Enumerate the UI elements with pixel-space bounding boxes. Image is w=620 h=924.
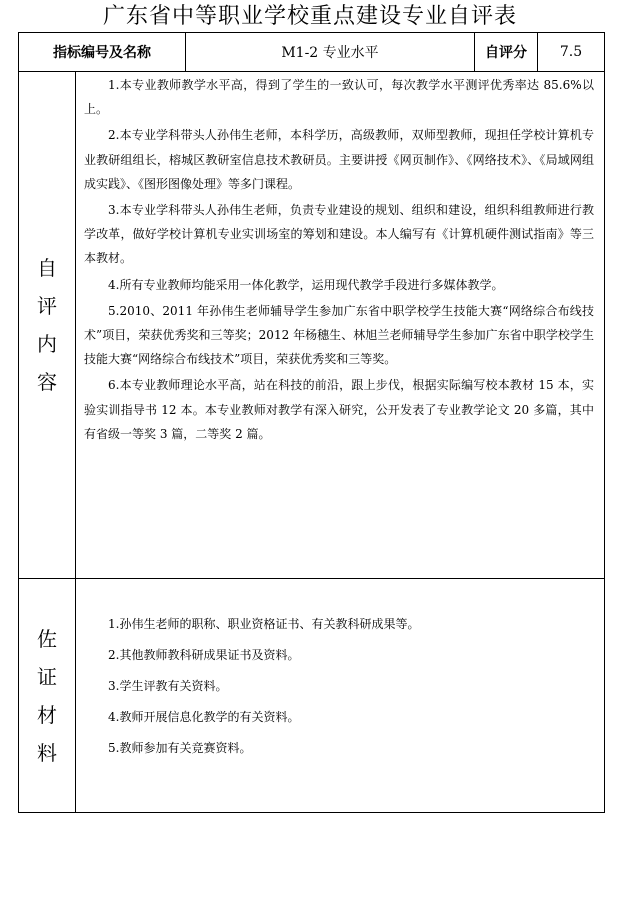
evaluation-table [18,32,605,813]
self-eval-paragraph: 5.2010、2011 年孙伟生老师辅导学生参加广东省中职学校学生技能大赛“网络综合布线技术”项目，荣获优秀奖和三等奖；2012 年杨穗生、林旭兰老师辅导学生参加广东省中职学校学生技能大赛“网络综合布线技术”项目，荣获优秀奖和三等奖。 [84,303,594,367]
evidence-item: 5.教师参加有关竞赛资料。 [108,741,252,755]
header-row [19,33,605,72]
evidence-item: 2.其他教师教科研成果证书及资料。 [108,648,300,662]
evidence-label-char: 料 [37,740,57,765]
self-eval-label-char: 内 [37,332,57,356]
score-value: 7.5 [538,33,605,72]
indicator-label: 指标编号及名称 [19,33,186,72]
evidence-content [76,579,605,813]
self-eval-paragraph: 2.本专业学科带头人孙伟生老师，本科学历，高级教师，双师型教师，现担任学校计算机专业教研组组长，榕城区教研室信息技术教研员。主要讲授《网页制作》、《网络技术》、《局域网组成实践》、《图形图像处理》等多门课程。 [84,128,594,191]
evidence-item: 3.学生评教有关资料。 [108,679,228,693]
self-eval-paragraph: 6.本专业教师理论水平高，站在科技的前沿，跟上步伐，根据实际编写校本教材 15 本，实验实训指导书 12 本。本专业教师对教学有深入研究，公开发表了专业教学论文 20 多篇，其中有省级一等奖 3 篇，二等奖 2 篇。 [84,378,594,441]
self-eval-label-char: 容 [37,370,57,394]
evidence-item: 4.教师开展信息化教学的有关资料。 [108,710,300,724]
self-eval-paragraph: 4.所有专业教师均能采用一体化教学，运用现代教学手段进行多媒体教学。 [108,277,504,292]
score-label: 自评分 [475,33,538,72]
evidence-row [19,579,605,813]
self-eval-paragraph: 3.本专业学科带头人孙伟生老师，负责专业建设的规划、组织和建设，组织科组教师进行教学改革，做好学校计算机专业实训场室的筹划和建设。本人编写有《计算机硬件测试指南》等三本教材。 [84,203,594,266]
evidence-label-char: 证 [37,664,57,689]
indicator-value: M1-2 专业水平 [186,33,475,72]
evidence-item: 1.孙伟生老师的职称、职业资格证书、有关教科研成果等。 [108,617,420,631]
self-eval-label [19,72,76,579]
self-eval-content [76,72,605,579]
self-eval-paragraph: 1.本专业教师教学水平高，得到了学生的一致认可，每次教学水平测评优秀率达 85.6%以上。 [84,78,594,117]
self-eval-row [19,72,605,579]
self-eval-label-char: 自 [37,256,57,280]
evidence-label-char: 材 [37,702,57,727]
evidence-label [19,579,76,813]
page-title: 广东省中等职业学校重点建设专业自评表 [102,4,517,29]
self-eval-label-char: 评 [37,294,57,318]
evidence-label-char: 佐 [37,626,57,651]
